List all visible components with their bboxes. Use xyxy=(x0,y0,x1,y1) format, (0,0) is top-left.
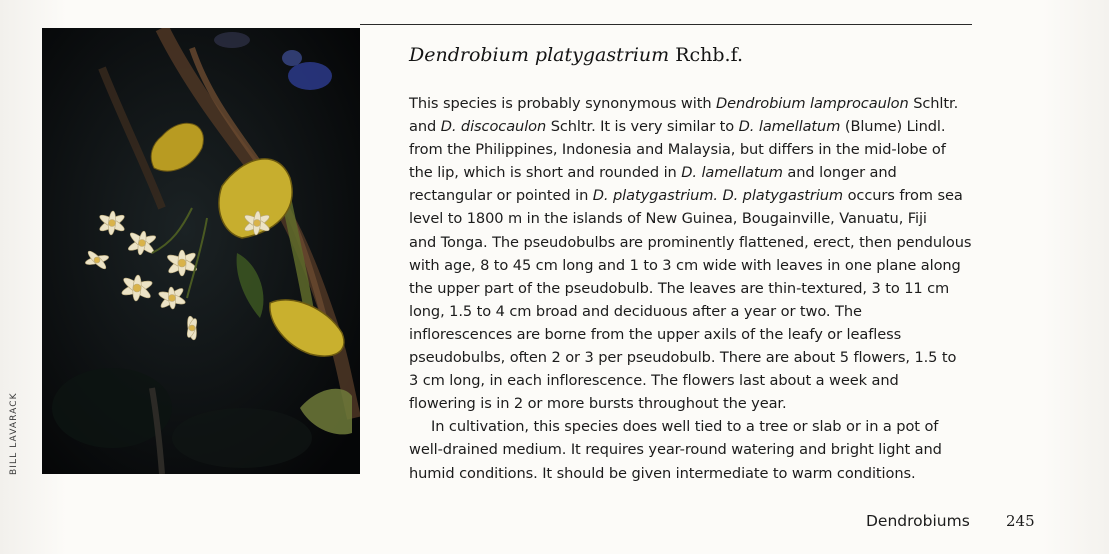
text-run: pseudobulbs, often 2 or 3 per pseudobulb. There are about 5 flowers, 1.5 to xyxy=(409,349,957,367)
text-line xyxy=(409,438,979,461)
text-line xyxy=(409,462,979,485)
italic-species-name: Dendrobium lamprocaulon xyxy=(716,95,909,112)
text-line xyxy=(409,115,979,138)
text-line xyxy=(409,207,979,230)
italic-species-name: D. lamellatum xyxy=(681,164,783,182)
text-run: from the Philippines, Indonesia and Malaysia, but differs in the mid-lobe of xyxy=(409,141,946,159)
text-line xyxy=(409,92,979,115)
text-line xyxy=(409,323,979,346)
text-run: Schltr. xyxy=(908,95,959,112)
species-title xyxy=(409,44,743,66)
text-run: 3 cm long, in each inflorescence. The flowers last about a week and xyxy=(409,372,899,390)
species-description xyxy=(409,92,979,485)
text-run: inflorescences are borne from the upper axils of the leafy or leafless xyxy=(409,325,902,343)
text-line xyxy=(409,392,979,415)
text-run: and xyxy=(409,118,441,136)
text-line xyxy=(409,369,979,392)
text-run: flowering is in 2 or more bursts throughout the year. xyxy=(409,395,787,413)
species-name: Dendrobium platygastrium xyxy=(409,44,670,66)
text-run: humid conditions. It should be given intermediate to warm conditions. xyxy=(409,464,916,482)
text-run: (Blume) Lindl. xyxy=(840,118,946,136)
italic-species-name: D. platygastrium xyxy=(722,187,844,205)
text-run: Schltr. It is very similar to xyxy=(546,118,739,136)
text-run: rectangular or pointed in xyxy=(409,187,593,205)
italic-species-name: D. discocaulon xyxy=(440,118,547,136)
section-label: Dendrobiums xyxy=(866,512,970,530)
text-line xyxy=(409,300,979,323)
text-run: This species is probably synonymous with xyxy=(409,95,717,112)
text-line xyxy=(409,161,979,184)
photo-credit: BILL LAVARACK xyxy=(9,392,19,475)
text-line xyxy=(409,184,979,207)
text-run: with age, 8 to 45 cm long and 1 to 3 cm wide with leaves in one plane along xyxy=(409,256,961,274)
top-rule xyxy=(360,24,972,25)
text-line xyxy=(409,138,979,161)
page-number: 245 xyxy=(1006,512,1035,530)
text-run: occurs from sea xyxy=(843,187,963,205)
text-run: the lip, which is short and rounded in xyxy=(409,164,682,182)
text-line xyxy=(409,415,979,438)
text-run: well-drained medium. It requires year-round watering and bright light and xyxy=(409,441,942,459)
text-run: long, 1.5 to 4 cm broad and deciduous after a year or two. The xyxy=(409,302,862,320)
orchid-photo xyxy=(42,28,360,474)
text-line xyxy=(409,231,979,254)
text-run: the upper part of the pseudobulb. The leaves are thin-textured, 3 to 11 cm xyxy=(409,279,950,297)
text-line xyxy=(409,254,979,277)
text-line xyxy=(409,277,979,300)
species-author: Rchb.f. xyxy=(675,44,743,66)
text-run: and longer and xyxy=(782,164,897,182)
text-line xyxy=(409,346,979,369)
italic-species-name: D. lamellatum xyxy=(738,118,841,136)
text-run: In cultivation, this species does well tied to a tree or slab or in a pot of xyxy=(431,418,939,436)
text-run: and Tonga. The pseudobulbs are prominently flattened, erect, then pendulous xyxy=(409,233,972,251)
text-run: level to 1800 m in the islands of New Guinea, Bougainville, Vanuatu, Fiji xyxy=(409,210,927,228)
italic-species-name: D. platygastrium. xyxy=(592,187,718,205)
